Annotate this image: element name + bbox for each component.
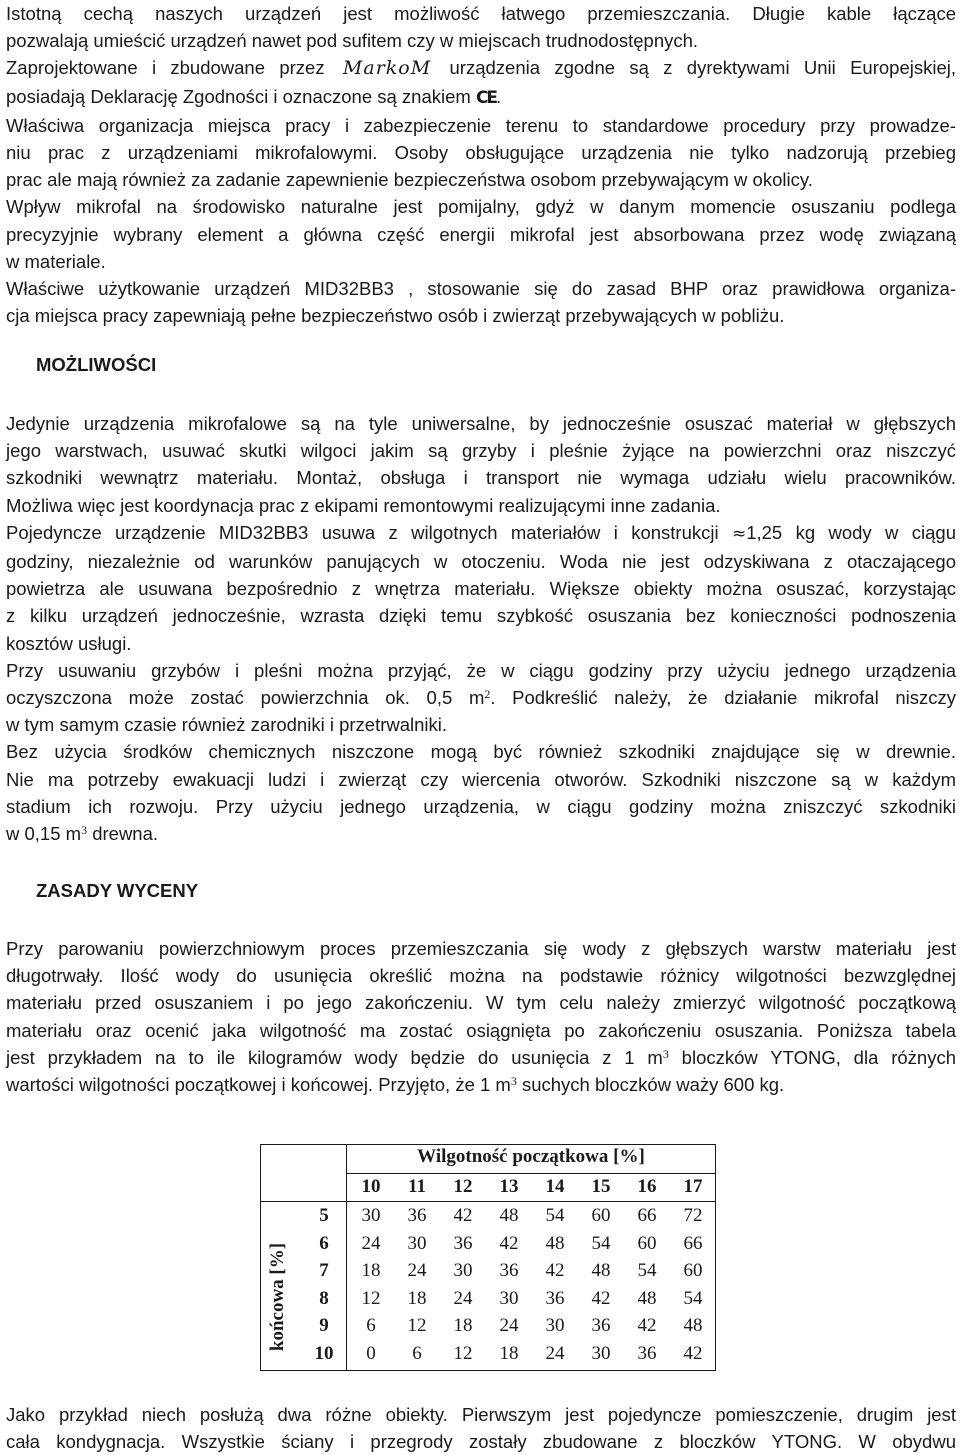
- section1-paragraph-2: [6, 519, 956, 657]
- table-cell: 30: [545, 1315, 565, 1337]
- text-line: Bez użycia środków chemicznych niszczone mogą być również szkodniki znajdujące się w drewnie.: [6, 741, 956, 763]
- column-header: 14: [545, 1176, 565, 1197]
- table-cell: 42: [637, 1315, 657, 1337]
- table-border-left: [260, 1144, 261, 1371]
- table-cell: 36: [453, 1232, 473, 1254]
- intro-paragraph-1: [6, 0, 956, 112]
- text-line: [6, 54, 956, 82]
- outro-section: [6, 1401, 956, 1455]
- table-cell: 60: [637, 1232, 657, 1254]
- table-cell: 18: [361, 1260, 381, 1282]
- table-cell: 60: [683, 1260, 703, 1282]
- text-line: stadium ich rozwoju. Przy użyciu jednego urządzenia, w ciągu godziny można zniszczyć szkodniki: [6, 795, 956, 817]
- text-fragment: Pojedyncze urządzenie MID32BB3 usuwa z wilgotnych materiałów i konstrukcji: [6, 521, 719, 543]
- table-cell: 0: [366, 1343, 376, 1364]
- text-line: powietrza ale usuwana bezpośrednio z wnętrza materiału. Większe obiekty można osuszać, korzystając: [6, 578, 956, 600]
- text-line: cja miejsca pracy zapewniają pełne bezpieczeństwo osób i zwierząt przebywających w pobliżu.: [6, 305, 785, 327]
- row-axis-label-text: końcowa [%]: [267, 1242, 288, 1351]
- text-line: Wpływ mikrofal na środowisko naturalne jest pomijalny, gdyż w danym momencie osuszaniu podlega: [6, 196, 956, 218]
- text-line: godziny, niezależnie od warunków panujących w otoczeniu. Woda nie jest odzyskiwana z otaczającego: [6, 551, 956, 573]
- column-header: 13: [499, 1176, 519, 1197]
- table-cell: 24: [499, 1315, 519, 1337]
- section2-paragraph-1: [6, 935, 956, 1098]
- table-border-top: [260, 1144, 716, 1145]
- table-cell: 42: [499, 1232, 519, 1254]
- column-header: 12: [453, 1176, 473, 1197]
- table-cell: 12: [361, 1287, 381, 1309]
- table-cell: 42: [545, 1260, 565, 1282]
- table-cell: 48: [637, 1287, 657, 1309]
- text-line: pozwalają umieścić urządzeń nawet pod sufitem czy w miejscach trudnodostępnych.: [6, 30, 699, 52]
- table-cell: 42: [591, 1287, 611, 1309]
- table-cell: 54: [683, 1287, 703, 1309]
- text-line: Właściwe użytkowanie urządzeń MID32BB3 , stosowanie się do zasad BHP oraz prawidłowa organiza-: [6, 278, 956, 300]
- moisture-table: [260, 1144, 716, 1371]
- table-cell: 24: [453, 1287, 473, 1309]
- text-fragment: bloczków YTONG, dla różnych: [668, 1046, 956, 1068]
- text-line: prac ale mają również za zadanie zapewnienie bezpieczeństwa osobom przebywającym w okolicy.: [6, 169, 813, 191]
- approx-symbol: ≈: [731, 523, 747, 544]
- table-row-axis-label: [263, 1224, 293, 1369]
- text-line: w tym samym czasie również zarodniki i przetrwalniki.: [6, 714, 448, 736]
- text-fragment: urządzenia zgodne są z dyrektywami Unii Europejskiej,: [449, 57, 956, 79]
- section1-paragraph-3: [6, 657, 956, 739]
- table-cell: 42: [453, 1205, 473, 1226]
- text-line: Istotną cechą naszych urządzeń jest możliwość łatwego przemieszczania. Długie kable łączące: [6, 3, 956, 24]
- text-line: [6, 519, 956, 548]
- column-header: 17: [683, 1176, 703, 1197]
- column-header: 11: [408, 1176, 426, 1197]
- table-cell: 36: [545, 1287, 565, 1309]
- text-line: szkodniki wewnątrz materiału. Montaż, obsługa i transport nie wymaga udziału wielu pracowników.: [6, 467, 956, 489]
- column-header: 15: [591, 1176, 611, 1197]
- text-fragment: 1,25 kg wody w ciągu: [746, 521, 956, 543]
- table-cell: 24: [545, 1343, 565, 1364]
- section-zasady-wyceny-body: [6, 935, 956, 1098]
- text-line: Nie ma potrzeby ewakuacji ludzi i zwierząt czy wiercenia otworów. Szkodniki niszczone są w każdym: [6, 768, 956, 790]
- text-fragment: drewna.: [87, 823, 159, 845]
- text-fragment: suchych bloczków waży 600 kg.: [516, 1074, 785, 1096]
- row-header: 10: [314, 1343, 334, 1364]
- superscript: 3: [81, 823, 88, 838]
- table-cell: 36: [407, 1205, 427, 1226]
- text-line: cała kondygnacja. Wszystkie ściany i przegrody zostały zbudowane z bloczków YTONG. W obydwu: [6, 1431, 956, 1453]
- table-cell: 36: [499, 1260, 519, 1282]
- table-cell: 54: [591, 1232, 611, 1254]
- intro-section: [6, 0, 956, 329]
- table-cell: 66: [683, 1232, 703, 1254]
- text-line: Jako przykład niech posłużą dwa różne obiekty. Pierwszym jest pojedyncze pomieszczenie, drugim jest: [6, 1404, 956, 1425]
- table-cell: 54: [545, 1205, 565, 1226]
- section1-paragraph-4: [6, 738, 956, 847]
- table-cell: 30: [499, 1287, 519, 1309]
- text-fragment: jest przykładem na to ile kilogramów wody będzie do usunięcia z 1 m: [6, 1046, 663, 1068]
- text-fragment: posiadają Deklarację Zgodności i oznaczone są znakiem: [6, 85, 471, 107]
- intro-paragraph-2: [6, 112, 956, 194]
- table-cell: 18: [453, 1315, 473, 1337]
- table-cell: 12: [453, 1343, 473, 1364]
- text-line: [6, 1044, 956, 1071]
- table-cell: 60: [591, 1205, 611, 1226]
- column-header: 10: [361, 1176, 381, 1197]
- superscript: 3: [510, 1074, 517, 1089]
- table-cell: 48: [591, 1260, 611, 1282]
- text-line: z kilku urządzeń jednocześnie, wzrasta dzięki temu szybkość osuszania bez konieczności podnoszenia: [6, 605, 956, 627]
- table-cell: 30: [407, 1232, 427, 1254]
- row-header: 5: [319, 1205, 329, 1226]
- table-cell: 30: [453, 1260, 473, 1282]
- text-line: Możliwa więc jest koordynacja prac z ekipami remontowymi realizującymi inne zadania.: [6, 494, 721, 516]
- section-heading-mozliwosci: MOŻLIWOŚCI: [36, 354, 157, 375]
- table-cell: 66: [637, 1205, 657, 1226]
- text-fragment: oczyszczona może zostać powierzchnia ok. 0,5 m: [6, 687, 485, 709]
- table-cell: 36: [637, 1343, 657, 1364]
- text-line: [6, 684, 956, 711]
- table-cell: 12: [407, 1315, 427, 1337]
- column-header: 16: [637, 1176, 657, 1197]
- text-fragment: wartości wilgotności początkowej i końcowej. Przyjęto, że 1 m: [6, 1074, 511, 1096]
- text-line: Przy parowaniu powierzchniowym proces przemieszczania się wody z głębszych warstw materiału jest: [6, 938, 956, 959]
- text-fragment: w 0,15 m: [6, 823, 82, 845]
- text-line: precyzyjnie wybrany element a główna część energii mikrofal jest absorbowana przez wodę związaną: [6, 223, 956, 245]
- table-cell: 18: [499, 1343, 519, 1364]
- text-line: Przy usuwaniu grzybów i pleśni można przyjąć, że w ciągu godziny przy użyciu jednego urządzenia: [6, 659, 956, 681]
- table-cell: 24: [407, 1260, 427, 1282]
- table-cell: 48: [499, 1205, 519, 1226]
- intro-paragraph-3: [6, 193, 956, 275]
- table-cell: 18: [407, 1287, 427, 1309]
- text-line: kosztów usługi.: [6, 632, 132, 654]
- text-line: jego warstwach, usuwać skutki wilgoci jakim są grzyby i pleśnie żyjące na powierzchni oraz niszczyć: [6, 440, 956, 462]
- table-cell: 42: [683, 1343, 703, 1364]
- table-cell: 24: [361, 1232, 381, 1254]
- text-line: [6, 1071, 956, 1098]
- table-cell: 6: [366, 1315, 376, 1337]
- text-line: materiału oraz ocenić jaka wilgotność ma zostać osiągnięta po zakończeniu osuszania. Poniższa tabela: [6, 1019, 956, 1041]
- table-title: Wilgotność początkowa [%]: [417, 1146, 645, 1167]
- section-mozliwosci-body: [6, 410, 956, 847]
- row-header: 8: [319, 1287, 329, 1309]
- text-line: [6, 83, 956, 112]
- text-line: Właściwa organizacja miejsca pracy i zabezpieczenie terenu to standardowe procedury przy prowadze-: [6, 114, 956, 136]
- table-cell: 6: [412, 1343, 422, 1364]
- text-line: w materiale.: [6, 250, 106, 272]
- table-border-bottom: [260, 1370, 716, 1371]
- text-fragment: .: [496, 85, 502, 107]
- table-cell: 48: [545, 1232, 565, 1254]
- superscript: 2: [484, 687, 491, 702]
- table-cell: 30: [591, 1343, 611, 1364]
- table-cell: 30: [361, 1205, 381, 1226]
- text-line: materiału przed osuszaniem i po jego zakończeniu. W tym celu należy zmierzyć wilgotność początkową: [6, 992, 956, 1014]
- row-header: 7: [319, 1260, 329, 1282]
- table-rowlabel-rule: [346, 1144, 347, 1371]
- ce-mark-icon: CE: [475, 87, 497, 108]
- text-fragment: Zaprojektowane i zbudowane przez: [6, 57, 325, 79]
- text-line: Jedynie urządzenia mikrofalowe są na tyle uniwersalne, by jednocześnie osuszać materiał w głębszych: [6, 413, 956, 434]
- text-fragment: . Podkreślić należy, że działanie mikrofal niszczy: [490, 687, 957, 709]
- outro-paragraph: [6, 1401, 956, 1455]
- section-heading-zasady-wyceny: ZASADY WYCENY: [36, 880, 199, 901]
- text-line: [6, 820, 956, 847]
- markom-brand-logo: MarkoM: [342, 57, 432, 80]
- intro-paragraph-4: [6, 275, 956, 329]
- section1-paragraph-1: [6, 410, 956, 519]
- row-header: 6: [319, 1232, 329, 1254]
- text-line: niu prac z urządzeniami mikrofalowymi. Osoby obsługujące urządzenia nie tylko nadzorują przebieg: [6, 142, 956, 164]
- table-cell: 48: [683, 1315, 703, 1337]
- superscript: 3: [662, 1046, 669, 1061]
- text-line: długotrwały. Ilość wody do usunięcia określić można na podstawie różnicy wilgotności bezwzględnej: [6, 965, 956, 987]
- table-cell: 54: [637, 1260, 657, 1282]
- row-header: 9: [319, 1315, 329, 1337]
- table-cell: 36: [591, 1315, 611, 1337]
- table-cell: 72: [683, 1205, 703, 1226]
